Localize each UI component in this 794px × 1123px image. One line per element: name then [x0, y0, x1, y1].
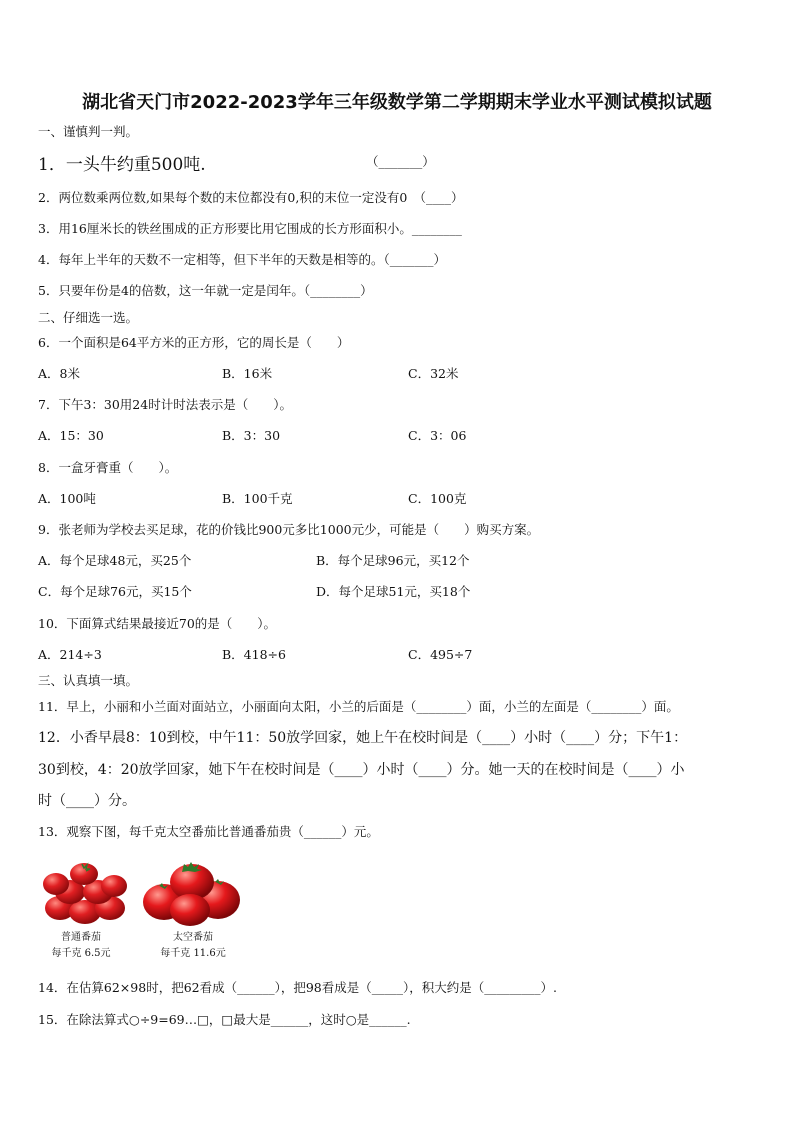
question-9-option-b: B．每个足球96元，买12个 — [316, 553, 470, 568]
question-12-line-3: 时（____）分。 — [38, 793, 136, 809]
question-9: 9．张老师为学校去买足球，花的价钱比900元多比1000元少，可能是（ ）购买方案。 — [38, 522, 540, 537]
question-8: 8．一盒牙膏重（ ）。 — [38, 460, 178, 475]
page-title: 湖北省天门市2022-2023学年三年级数学第二学期期末学业水平测试模拟试题 — [82, 92, 712, 113]
question-8-option-b: B．100千克 — [222, 491, 293, 506]
question-4: 4．每年上半年的天数不一定相等，但下半年的天数是相等的。（_______） — [38, 252, 446, 267]
question-1-blank: （_______） — [366, 154, 435, 169]
question-6-option-a: A．8米 — [38, 366, 80, 381]
question-8-option-a: A．100吨 — [38, 491, 96, 506]
section-3-heading: 三、认真填一填。 — [38, 673, 139, 688]
question-7: 7．下午3：30用24时计时法表示是（ ）。 — [38, 397, 292, 412]
question-3: 3．用16厘米长的铁丝围成的正方形要比用它围成的长方形面积小。________ — [38, 221, 462, 236]
ordinary-tomato-image — [40, 856, 130, 926]
question-6: 6．一个面积是64平方米的正方形，它的周长是（ ） — [38, 335, 350, 350]
section-2-heading: 二、仔细选一选。 — [38, 310, 139, 325]
question-9-option-d: D．每个足球51元，买18个 — [316, 584, 471, 599]
question-6-option-b: B．16米 — [222, 366, 273, 381]
question-12-line-2: 30到校，4：20放学回家，她下午在校时间是（____）小时（____）分。她一天的在校时间是（____）小 — [38, 762, 685, 778]
question-11: 11．早上，小丽和小兰面对面站立，小丽面向太阳，小兰的后面是（________）面，小兰的左面是（________）面。 — [38, 699, 679, 714]
question-12-line-1: 12．小香早晨8：10到校，中午11：50放学回家，她上午在校时间是（____）小时（____）分；下午1： — [38, 730, 688, 746]
question-10-option-b: B．418÷6 — [222, 647, 286, 662]
question-10-option-a: A．214÷3 — [38, 647, 102, 662]
question-1: 1．一头牛约重500吨. — [38, 155, 206, 175]
section-1-heading: 一、谨慎判一判。 — [38, 124, 139, 139]
question-6-option-c: C．32米 — [408, 366, 459, 381]
ordinary-tomato-price: 每千克 6.5元 — [51, 948, 111, 959]
ordinary-tomato-name: 普通番茄 — [61, 932, 101, 943]
question-9-option-c: C．每个足球76元，买15个 — [38, 584, 192, 599]
question-9-option-a: A．每个足球48元，买25个 — [38, 553, 192, 568]
question-7-option-b: B．3：30 — [222, 428, 281, 443]
question-10-option-c: C．495÷7 — [408, 647, 473, 662]
question-13: 13．观察下图，每千克太空番茄比普通番茄贵（______）元。 — [38, 824, 379, 839]
question-10: 10．下面算式结果最接近70的是（ ）。 — [38, 616, 277, 631]
question-2: 2．两位数乘两位数,如果每个数的末位都没有0,积的末位一定没有0 （____） — [38, 190, 464, 205]
space-tomato-name: 太空番茄 — [173, 932, 213, 943]
space-tomato-price: 每千克 11.6元 — [160, 948, 226, 959]
question-14: 14．在估算62×98时，把62看成（______），把98看成是（_____），积大约是（_________）. — [38, 980, 557, 995]
question-8-option-c: C．100克 — [408, 491, 467, 506]
space-tomato-image — [140, 852, 244, 928]
question-5: 5．只要年份是4的倍数，这一年就一定是闰年。（________） — [38, 283, 373, 298]
question-15: 15．在除法算式○÷9=69…□，□最大是______，这时○是______. — [38, 1012, 411, 1027]
question-7-option-c: C．3：06 — [408, 428, 467, 443]
question-7-option-a: A．15：30 — [38, 428, 104, 443]
